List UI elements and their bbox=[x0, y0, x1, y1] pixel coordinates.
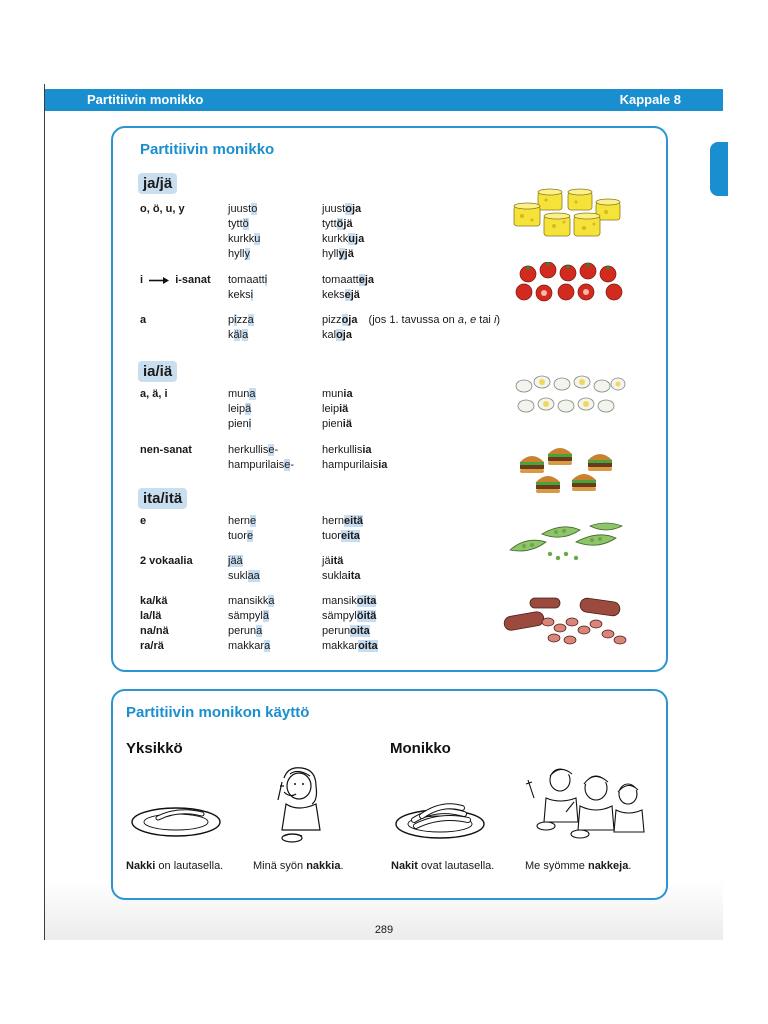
singular-column: juusto tyttö kurkku hylly bbox=[228, 203, 261, 260]
arrow-right-icon bbox=[148, 276, 170, 285]
eggs-illustration bbox=[512, 374, 628, 420]
rule-note: (jos 1. tavussa on a, e tai i) bbox=[368, 314, 501, 326]
plural-column: herneitä tuoreita bbox=[322, 515, 363, 542]
caption-singular-eating: Minä syön nakkia. bbox=[253, 860, 344, 872]
box2-title: Partitiivin monikon käyttö bbox=[126, 704, 310, 721]
rule-label: a bbox=[140, 314, 147, 326]
page-number: 289 bbox=[374, 924, 394, 936]
rule-label: 2 vokaalia bbox=[140, 555, 193, 567]
caption-singular-plate: Nakki on lautasella. bbox=[126, 860, 224, 872]
plate-one-sausage-illustration bbox=[128, 800, 224, 842]
rule-label: nen-sanat bbox=[140, 444, 192, 456]
peas-illustration bbox=[506, 520, 628, 566]
section-label-ita: ita/itä bbox=[138, 488, 187, 509]
singular-column: tomaatti keksi bbox=[228, 274, 268, 301]
section-label-ja: ja/jä bbox=[138, 173, 177, 194]
page-edge-line bbox=[44, 84, 45, 940]
plural-heading: Monikko bbox=[390, 740, 451, 757]
plural-column: jäitä suklaita bbox=[322, 555, 361, 582]
rule-labels: ka/kä la/lä na/nä ra/rä bbox=[140, 595, 169, 652]
chapter-header-bar bbox=[45, 89, 723, 111]
sausages-illustration bbox=[500, 594, 632, 650]
plural-column: pizzoja (jos 1. tavussa on a, e tai i) kaloja bbox=[322, 314, 501, 341]
plural-column: munia leipiä pieniä bbox=[322, 388, 353, 430]
rule-label-i: i i-sanat bbox=[140, 274, 211, 286]
singular-column: pizza käla bbox=[228, 314, 254, 341]
plate-many-sausages-illustration bbox=[392, 796, 488, 842]
rule-label: o, ö, u, y bbox=[140, 203, 185, 215]
hamburgers-illustration bbox=[514, 444, 626, 500]
plural-column: herkullisia hampurilaisia bbox=[322, 444, 388, 471]
tomatoes-illustration bbox=[514, 262, 630, 306]
singular-column: herne tuore bbox=[228, 515, 257, 542]
singular-column: muna leipä pieni bbox=[228, 388, 256, 430]
side-tab bbox=[710, 142, 728, 196]
box1-title: Partitiivin monikko bbox=[140, 141, 275, 158]
section-label-ia: ia/iä bbox=[138, 361, 177, 382]
singular-heading: Yksikkö bbox=[126, 740, 183, 757]
header-chapter: Kappale 8 bbox=[619, 92, 681, 107]
header-title: Partitiivin monikko bbox=[87, 92, 204, 107]
girl-eating-illustration bbox=[268, 764, 330, 848]
cheese-illustration bbox=[510, 188, 626, 244]
caption-plural-eating: Me syömme nakkeja. bbox=[525, 860, 632, 872]
caption-plural-plate: Nakit ovat lautasella. bbox=[391, 860, 495, 872]
singular-column: mansikka sämpylä peruna makkara bbox=[228, 595, 275, 652]
plural-column: juustoja tyttöjä kurkkuja hyllyjä bbox=[322, 203, 365, 260]
rule-label: e bbox=[140, 515, 147, 527]
plural-column: tomaatteja keksejä bbox=[322, 274, 374, 301]
plural-column: mansikoita sämpylöitä perunoita makkaroita bbox=[322, 595, 378, 652]
singular-column: jää suklaa bbox=[228, 555, 260, 582]
rule-label: a, ä, i bbox=[140, 388, 168, 400]
family-eating-illustration bbox=[520, 762, 646, 846]
singular-column: herkullise- hampurilaise- bbox=[228, 444, 295, 471]
